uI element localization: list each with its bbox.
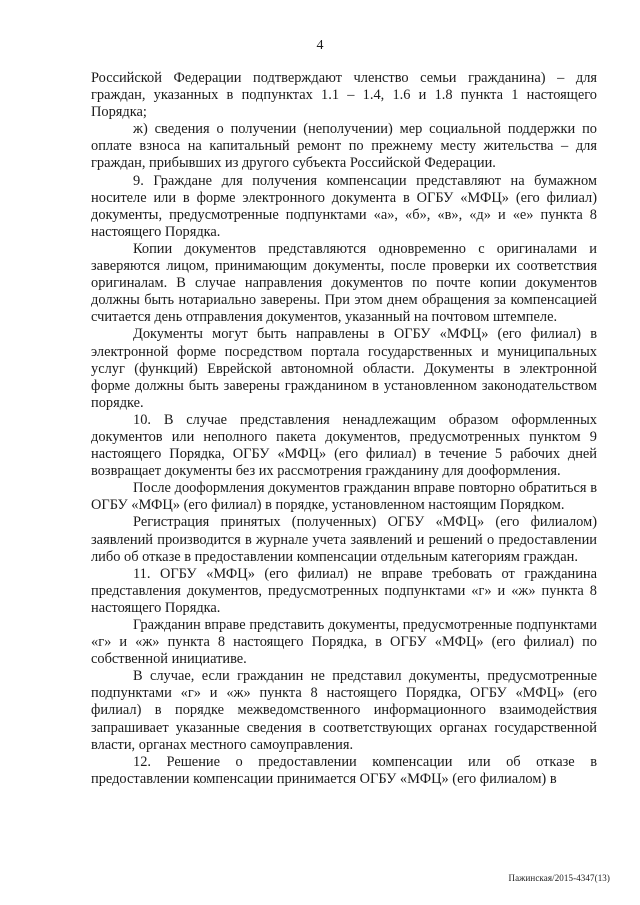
paragraph: Копии документов представляются одновременно с оригиналами и заверяются лицом, принимающим документы, после проверки их соответствия оригиналам. В случае направления документов по почте копии документов должны быть нотариально заверены. При этом днем обращения за компенсацией считается день отправления документов, указанный на почтовом штемпеле. — [91, 240, 597, 326]
paragraph: Гражданин вправе представить документы, предусмотренные подпунктами «г» и «ж» пункта 8 настоящего Порядка, в ОГБУ «МФЦ» (его филиал) по собственной инициативе. — [91, 617, 597, 668]
paragraph: 9. Граждане для получения компенсации представляют на бумажном носителе или в форме электронного документа в ОГБУ «МФЦ» (его филиал) документы, предусмотренные подпунктами «а», «б», «в», «д» и «е» пункта 8 настоящего Порядка. — [91, 172, 597, 240]
paragraph: 11. ОГБУ «МФЦ» (его филиал) не вправе требовать от гражданина представления документов, предусмотренных подпунктами «г» и «ж» пункта 8 настоящего Порядка. — [91, 565, 597, 616]
paragraph: После дооформления документов гражданин вправе повторно обратиться в ОГБУ «МФЦ» (его филиал) в порядке, установленном настоящим Порядком. — [91, 480, 597, 514]
paragraph: Российской Федерации подтверждают членство семьи гражданина) – для граждан, указанных в подпунктах 1.1 – 1.4, 1.6 и 1.8 пункта 1 настоящего Порядка; — [91, 70, 597, 121]
paragraph: Документы могут быть направлены в ОГБУ «МФЦ» (его филиал) в электронной форме посредством портала государственных и муниципальных услуг (функций) Еврейской автономной области. Документы в электронной форме должны быть заверены гражданином в установленном законодательством порядке. — [91, 326, 597, 411]
paragraph: В случае, если гражданин не представил документы, предусмотренные подпунктами «г» и «ж» пункта 8 настоящего Порядка, ОГБУ «МФЦ» (его филиал) в порядке межведомственного информационного взаимодействия запрашивает указанные сведения в соответствующих органах государственной власти, органах местного самоуправления. — [91, 668, 597, 753]
paragraph: 10. В случае представления ненадлежащим образом оформленных документов или неполного пакета документов, предусмотренных пунктом 9 настоящего Порядка, ОГБУ «МФЦ» (его филиал) в течение 5 рабочих дней возвращает документы без их рассмотрения гражданину для дооформления. — [91, 411, 597, 480]
document-footer-id: Пажинская/2015-4347(13) — [508, 873, 610, 883]
paragraph: Регистрация принятых (полученных) ОГБУ «МФЦ» (его филиалом) заявлений производится в журнале учета заявлений и решений о предоставлении либо об отказе в предоставлении компенсации отдельным категориям граждан. — [91, 514, 597, 565]
paragraph: 12. Решение о предоставлении компенсации или об отказе в предоставлении компенсации принимается ОГБУ «МФЦ» (его филиалом) в — [91, 753, 597, 787]
paragraph: ж) сведения о получении (неполучении) мер социальной поддержки по оплате взноса на капитальный ремонт по прежнему месту жительства – для граждан, прибывших из другого субъекта Российской Федерации. — [91, 121, 597, 172]
document-body — [91, 70, 597, 788]
page-number: 4 — [316, 38, 324, 53]
